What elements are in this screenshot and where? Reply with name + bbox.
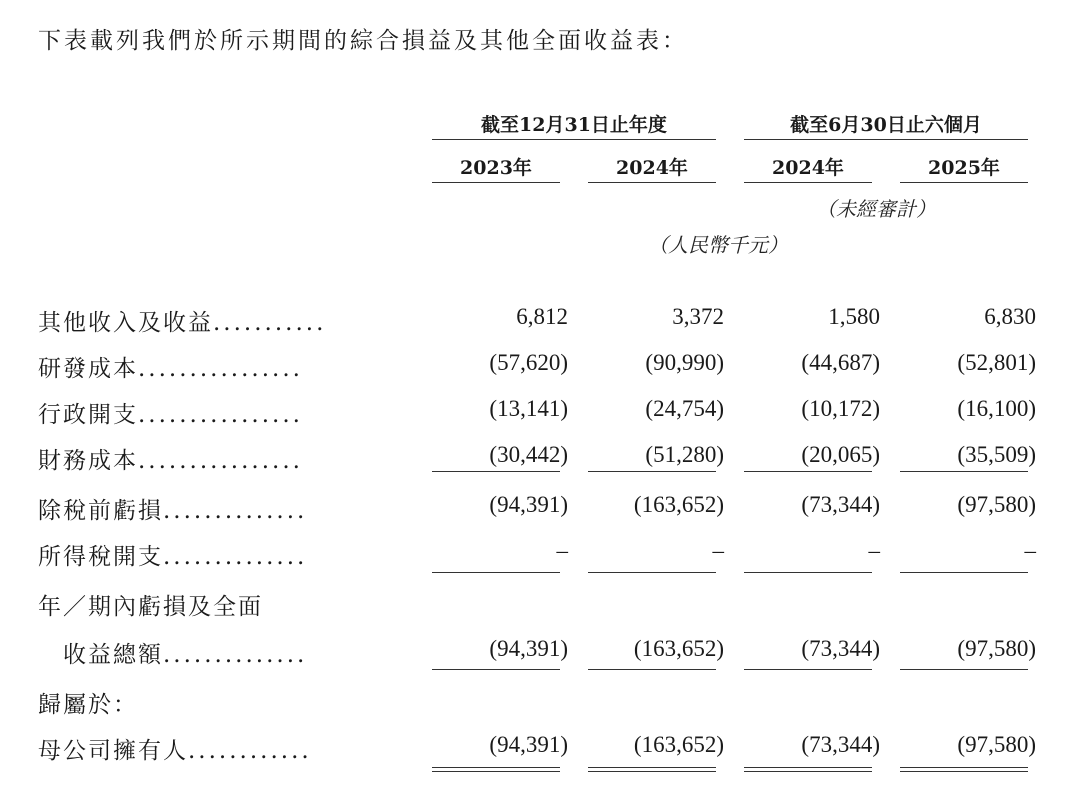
header-year-rule [432,182,560,183]
table-cell: – [712,538,724,563]
row-label-text: 所得稅開支 [38,544,163,570]
table-cell: (57,620) [489,350,568,375]
header-year: 2023年 [460,157,532,179]
intro-text: 下表載列我們於所示期間的綜合損益及其他全面收益表： [38,28,688,54]
row-label-text: 其他收入及收益 [38,310,213,336]
row-label-text: 母公司擁有人 [38,738,188,764]
table-cell: – [1024,538,1036,563]
row-label-text: 財務成本 [38,448,138,474]
table-cell: (24,754) [645,396,724,421]
table-cell: (97,580) [957,636,1036,661]
subtotal-rule [744,471,872,472]
header-group-year-ended: 截至12月31日止年度 [481,114,667,136]
table-cell: – [868,538,880,563]
leader-dots: ................ [138,448,303,474]
table-cell: 6,830 [984,304,1036,329]
table-cell: (94,391) [489,492,568,517]
row-label-text: 研發成本 [38,356,138,382]
table-cell: (163,652) [633,732,724,757]
table-cell: (94,391) [489,732,568,757]
header-year: 2024年 [772,157,844,179]
header-group-six-months: 截至6月30日止六個月 [790,114,982,136]
row-label-text: 歸屬於： [38,692,138,718]
row-label-text: 除稅前虧損 [38,498,163,524]
leader-dots: ............ [188,738,312,764]
table-cell: (44,687) [801,350,880,375]
header-year-rule [588,182,716,183]
row-label [38,442,303,475]
header-group-rule [432,139,716,140]
leader-dots: ................ [138,402,303,428]
row-label [38,588,263,621]
table-cell: (10,172) [801,396,880,421]
header-group-rule [744,139,1028,140]
subtotal-rule [432,471,560,472]
table-cell: (13,141) [489,396,568,421]
subtotal-rule [900,669,1028,670]
leader-dots: ........... [213,310,327,336]
table-cell: (35,509) [957,442,1036,467]
row-label [38,636,307,669]
row-label [38,396,303,429]
table-cell: 1,580 [828,304,880,329]
subtotal-rule [744,572,872,573]
row-label-text: 行政開支 [38,402,138,428]
table-cell: (52,801) [957,350,1036,375]
table-cell: (51,280) [645,442,724,467]
row-label [38,732,312,765]
row-label-text: 收益總額 [38,642,163,668]
subtotal-rule [588,572,716,573]
leader-dots: .............. [163,642,308,668]
currency-note: （人民幣千元） [648,233,788,257]
table-cell: (30,442) [489,442,568,467]
table-cell: (163,652) [633,636,724,661]
table-cell: 3,372 [672,304,724,329]
table-cell: (163,652) [633,492,724,517]
subtotal-rule [588,669,716,670]
unaudited-note: （未經審計） [816,197,936,221]
subtotal-rule [432,572,560,573]
leader-dots: .............. [163,544,308,570]
row-label [38,538,307,571]
table-cell: (97,580) [957,492,1036,517]
header-year: 2025年 [928,157,1000,179]
subtotal-rule [744,669,872,670]
leader-dots: .............. [163,498,308,524]
header-year-rule [744,182,872,183]
subtotal-rule [432,669,560,670]
row-label [38,350,303,383]
table-cell: (94,391) [489,636,568,661]
table-cell: (97,580) [957,732,1036,757]
subtotal-rule [900,471,1028,472]
table-cell: (20,065) [801,442,880,467]
total-double-rule [900,767,1028,772]
table-cell: (16,100) [957,396,1036,421]
table-cell: (73,344) [801,732,880,757]
total-double-rule [432,767,560,772]
header-year-rule [900,182,1028,183]
row-label-text: 年／期內虧損及全面 [38,594,263,620]
row-label [38,492,307,525]
subtotal-rule [588,471,716,472]
header-year: 2024年 [616,157,688,179]
table-cell: (73,344) [801,492,880,517]
subtotal-rule [900,572,1028,573]
row-label [38,304,326,337]
table-cell: (73,344) [801,636,880,661]
total-double-rule [588,767,716,772]
table-cell: – [556,538,568,563]
row-label [38,686,138,719]
total-double-rule [744,767,872,772]
table-cell: (90,990) [645,350,724,375]
table-cell: 6,812 [516,304,568,329]
leader-dots: ................ [138,356,303,382]
